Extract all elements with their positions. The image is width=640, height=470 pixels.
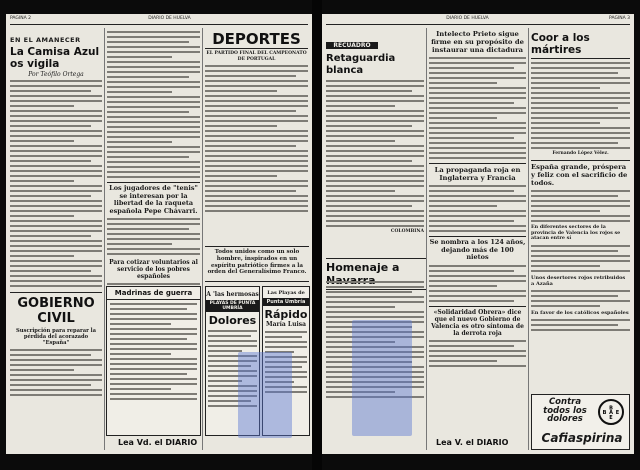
signature-colombina: COLOMBINA (390, 229, 424, 235)
ad-cafiaspirina (531, 394, 630, 450)
ad-rapido-line1: Las Playas de (267, 290, 305, 296)
binding-gutter (312, 0, 322, 470)
subhead-portugal: EL PARTIDO FINAL DEL CAMPEONATO DE PORTUGAL (205, 48, 308, 62)
ink-stain (352, 320, 412, 436)
lead-text: Todos unidos como un solo hombre, inspirados en un espíritu patriótico firmes a la orden del Generalísimo Franco. (207, 249, 307, 276)
byline-teofilo-ortega: Por Teófilo Ortega (28, 71, 84, 79)
ad-dolores-line1: A 'las hermosas (206, 291, 259, 298)
article-body-deportes (205, 65, 308, 212)
headline-coor-martires: Coor a los mártires (531, 32, 630, 59)
headline-camisa-azul: La Camisa Azul os vigila (10, 46, 100, 71)
headline-124-anos: Se nombra a los 124 años, dejando más de 100 nietos (429, 238, 526, 261)
left-masthead: DIARIO DE HUELVA (148, 16, 191, 21)
svg-text:A: A (609, 410, 613, 416)
right-masthead: DIARIO DE HUELVA (446, 16, 489, 21)
promo-lea-diario-left: Lea Vd. el DIARIO (118, 438, 198, 447)
section-gobierno-civil (10, 292, 102, 396)
ad-cafiaspirina-brand: Cafiaspirina (541, 431, 623, 445)
section-recuadro: RECUADRO (326, 42, 378, 49)
column-rule (528, 28, 529, 450)
column-rule (202, 28, 203, 450)
right-page-number: PAGINA 3 (609, 16, 630, 21)
headline-desertores: Unos desertores rojos retribuidos a Azaña (531, 274, 626, 287)
ad-rapido-boat: María Luisa (265, 321, 307, 328)
left-page (6, 14, 312, 454)
headline-propaganda-roja: La propaganda roja en Inglaterra y Francia (429, 163, 526, 182)
headline-tenis-chavarri: Los jugadores de "tenis" se interesan por la libertad de la raqueta española Pepe Chávarri. (109, 184, 198, 215)
right-column-2 (429, 28, 526, 450)
headline-espana-grande: España grande, próspera y feliz con el sacrificio de todos. (531, 160, 630, 187)
list-suscripcion (10, 349, 102, 396)
article-body-retaguardia (326, 80, 424, 227)
svg-text:B: B (602, 410, 607, 416)
right-page (322, 14, 634, 454)
right-column-3 (531, 28, 630, 450)
ad-cafiaspirina-slogan: Contra todos los dolores (543, 397, 587, 424)
right-running-head (326, 16, 630, 25)
svg-text:E: E (609, 415, 613, 421)
left-running-head (10, 16, 308, 25)
headline-homenaje-navarra: Homenaje a (326, 261, 400, 274)
headline-gobierno-civil: GOBIERNO CIVIL (17, 296, 95, 327)
article-body-col2-top (107, 31, 200, 178)
ad-madrinas-de-guerra (106, 286, 201, 436)
bayer-cross-icon (598, 399, 624, 425)
column-rule (104, 28, 105, 450)
ad-rapido-title: Rápido (264, 308, 308, 321)
ad-dolores-line2: PLAYAS DE PUNTA UMBRÍA (206, 300, 259, 312)
left-column-1 (10, 28, 102, 450)
headline-prieto-dictadura: Intelecto Prieto sigue firme en su propósito de instaurar una dictadura (431, 30, 524, 54)
subhead-suscripcion: Suscripción para reparar la pérdida del acorazado "España" (16, 328, 96, 347)
headline-deportes: DEPORTES (212, 30, 301, 48)
article-body-camisa-azul (10, 80, 102, 287)
ad-madrinas-title: Madrinas de guerra (107, 287, 200, 300)
headline-retaguardia-blanca: Retaguardia blanca (326, 53, 396, 77)
lead-todos-unidos (205, 246, 309, 282)
ad-dolores-title: Dolores (208, 314, 257, 327)
headline-solidaridad-obrera: «Solidaridad Obrera» dice que el nuevo Gobierno de Valencia es otro síntoma de la derrota roja (429, 306, 526, 337)
headline-valencia-rojos: En diferentes sectores de la provincia de Valencia los rojos se atacan entre sí (531, 224, 621, 242)
ink-stain (238, 352, 292, 438)
kicker-amanecer: EN EL AMANECER (10, 36, 81, 44)
promo-lea-diario-right: Lea V. el DIARIO (436, 438, 509, 447)
headline-catolicos: En favor de los católicos españoles (531, 309, 629, 316)
headline-voluntarios: Para cotizar voluntarios al servicio de los pobres españoles (109, 259, 198, 280)
column-rule (426, 28, 427, 450)
left-page-number: PAGINA 2 (10, 16, 31, 21)
svg-text:E: E (615, 410, 620, 416)
svg-text:B: B (609, 405, 613, 412)
ad-rapido-line2: Punta Umbría (263, 298, 309, 306)
signature-lopez-velez: Fernando López Vélez. (552, 151, 609, 156)
